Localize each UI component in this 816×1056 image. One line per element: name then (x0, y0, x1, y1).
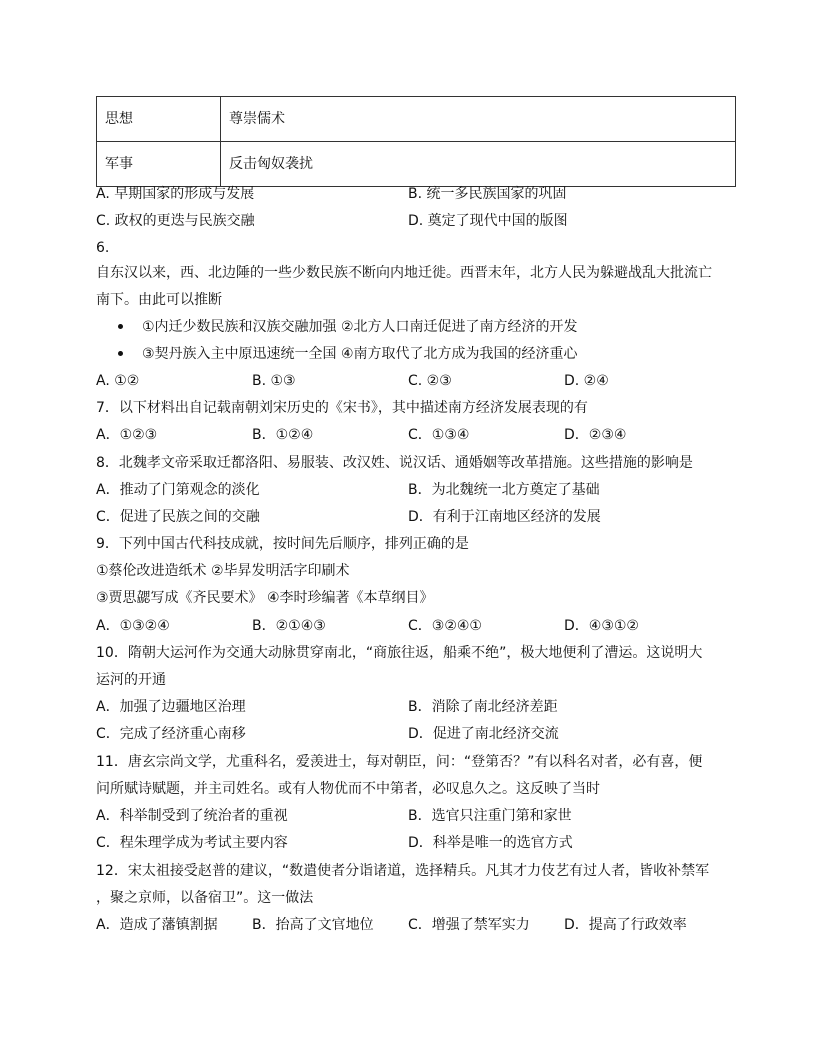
q10-option-b: B．消除了南北经济差距 (408, 699, 558, 715)
q7-option-a: A．①②③ (96, 427, 158, 443)
q10-option-d: D．促进了南北经济交流 (408, 726, 559, 742)
q10-option-a: A．加强了边疆地区治理 (96, 699, 246, 715)
q10-stem-line1: 10．隋朝大运河作为交通大动脉贯穿南北，“商旅往返，船乘不绝”，极大地便利了漕运。这说明大 (96, 645, 703, 661)
q9-option-a: A．①③②④ (96, 618, 170, 634)
q7-stem: 7．以下材料出自记载南朝刘宋历史的《宋书》，其中描述南方经济发展表现的有 (96, 400, 588, 416)
q6-option-a: A. ①② (96, 373, 140, 389)
history-table (96, 96, 736, 187)
q6-stem-line1: 自东汉以来，西、北边陲的一些少数民族不断向内地迁徙。西晋末年，北方人民为躲避战乱大批流亡 (96, 265, 712, 281)
table-cell-label: 军事 (97, 142, 221, 186)
q8-option-b: B．为北魏统一北方奠定了基础 (408, 482, 600, 498)
q9-option-c: C．③②④① (408, 618, 482, 634)
q11-stem-line1: 11．唐玄宗尚文学，尤重科名，爱羡进士，每对朝臣，问：“登第否？”有以科名对者，必有喜，便 (96, 754, 703, 770)
q12-option-a: A．造成了藩镇割据 (96, 917, 218, 933)
q12-option-c: C．增强了禁军实力 (408, 917, 530, 933)
q9-option-b: B．②①④③ (252, 618, 326, 634)
q8-option-d: D．有利于江南地区经济的发展 (408, 509, 601, 525)
q9-items-line1: ①蔡伦改进造纸术 ②毕昇发明活字印刷术 (96, 563, 350, 579)
q12-stem-line2: ，聚之京师，以备宿卫”。这一做法 (96, 890, 314, 906)
q12-option-d: D．提高了行政效率 (564, 917, 687, 933)
q5-option-b: B. 统一多民族国家的巩固 (408, 186, 567, 202)
q11-option-b: B．选官只注重门第和家世 (408, 808, 572, 824)
bullet-icon (118, 351, 123, 356)
table-row (97, 141, 735, 186)
q11-option-a: A．科举制受到了统治者的重视 (96, 808, 288, 824)
q6-number: 6. (96, 240, 110, 256)
table-row (97, 97, 735, 141)
q5-option-d: D. 奠定了现代中国的版图 (408, 213, 568, 229)
table-cell-label: 思想 (97, 97, 221, 141)
q7-option-d: D．②③④ (564, 427, 627, 443)
q6-option-d: D. ②④ (564, 373, 609, 389)
bullet-icon (118, 324, 123, 329)
q8-option-c: C．促进了民族之间的交融 (96, 509, 260, 525)
q8-stem: 8．北魏孝文帝采取迁都洛阳、易服装、改汉姓、说汉话、通婚姻等改革措施。这些措施的影响是 (96, 455, 693, 471)
table-cell-value: 反击匈奴袭扰 (229, 156, 313, 172)
q6-stem-line2: 南下。由此可以推断 (96, 292, 222, 308)
q10-option-c: C．完成了经济重心南移 (96, 726, 246, 742)
q9-option-d: D．④③①② (564, 618, 639, 634)
q8-option-a: A．推动了门第观念的淡化 (96, 482, 260, 498)
q11-option-d: D．科举是唯一的选官方式 (408, 835, 573, 851)
q11-stem-line2: 问所赋诗赋题，并主司姓名。或有人物优而不中第者，必叹息久之。这反映了当时 (96, 781, 600, 797)
q11-option-c: C．程朱理学成为考试主要内容 (96, 835, 288, 851)
q6-option-c: C. ②③ (408, 373, 452, 389)
q7-option-c: C．①③④ (408, 427, 470, 443)
q7-option-b: B．①②④ (252, 427, 314, 443)
q5-option-a: A. 早期国家的形成与发展 (96, 186, 255, 202)
q6-option-b: B. ①③ (252, 373, 296, 389)
q9-items-line2: ③贾思勰写成《齐民要术》 ④李时珍编著《本草纲目》 (96, 590, 434, 606)
q12-option-b: B．抬高了文官地位 (252, 917, 374, 933)
q5-option-c: C. 政权的更迭与民族交融 (96, 213, 255, 229)
q12-stem-line1: 12．宋太祖接受赵普的建议，“数遣使者分诣诸道，选择精兵。凡其才力伎艺有过人者，皆收补禁军 (96, 863, 710, 879)
q10-stem-line2: 运河的开通 (96, 672, 166, 688)
q9-stem: 9．下列中国古代科技成就，按时间先后顺序，排列正确的是 (96, 536, 469, 552)
q6-bullet-1: ①内迁少数民族和汉族交融加强 ②北方人口南迁促进了南方经济的开发 (142, 319, 578, 335)
q6-bullet-2: ③契丹族入主中原迅速统一全国 ④南方取代了北方成为我国的经济重心 (142, 346, 578, 362)
table-cell-value: 尊崇儒术 (229, 111, 285, 127)
